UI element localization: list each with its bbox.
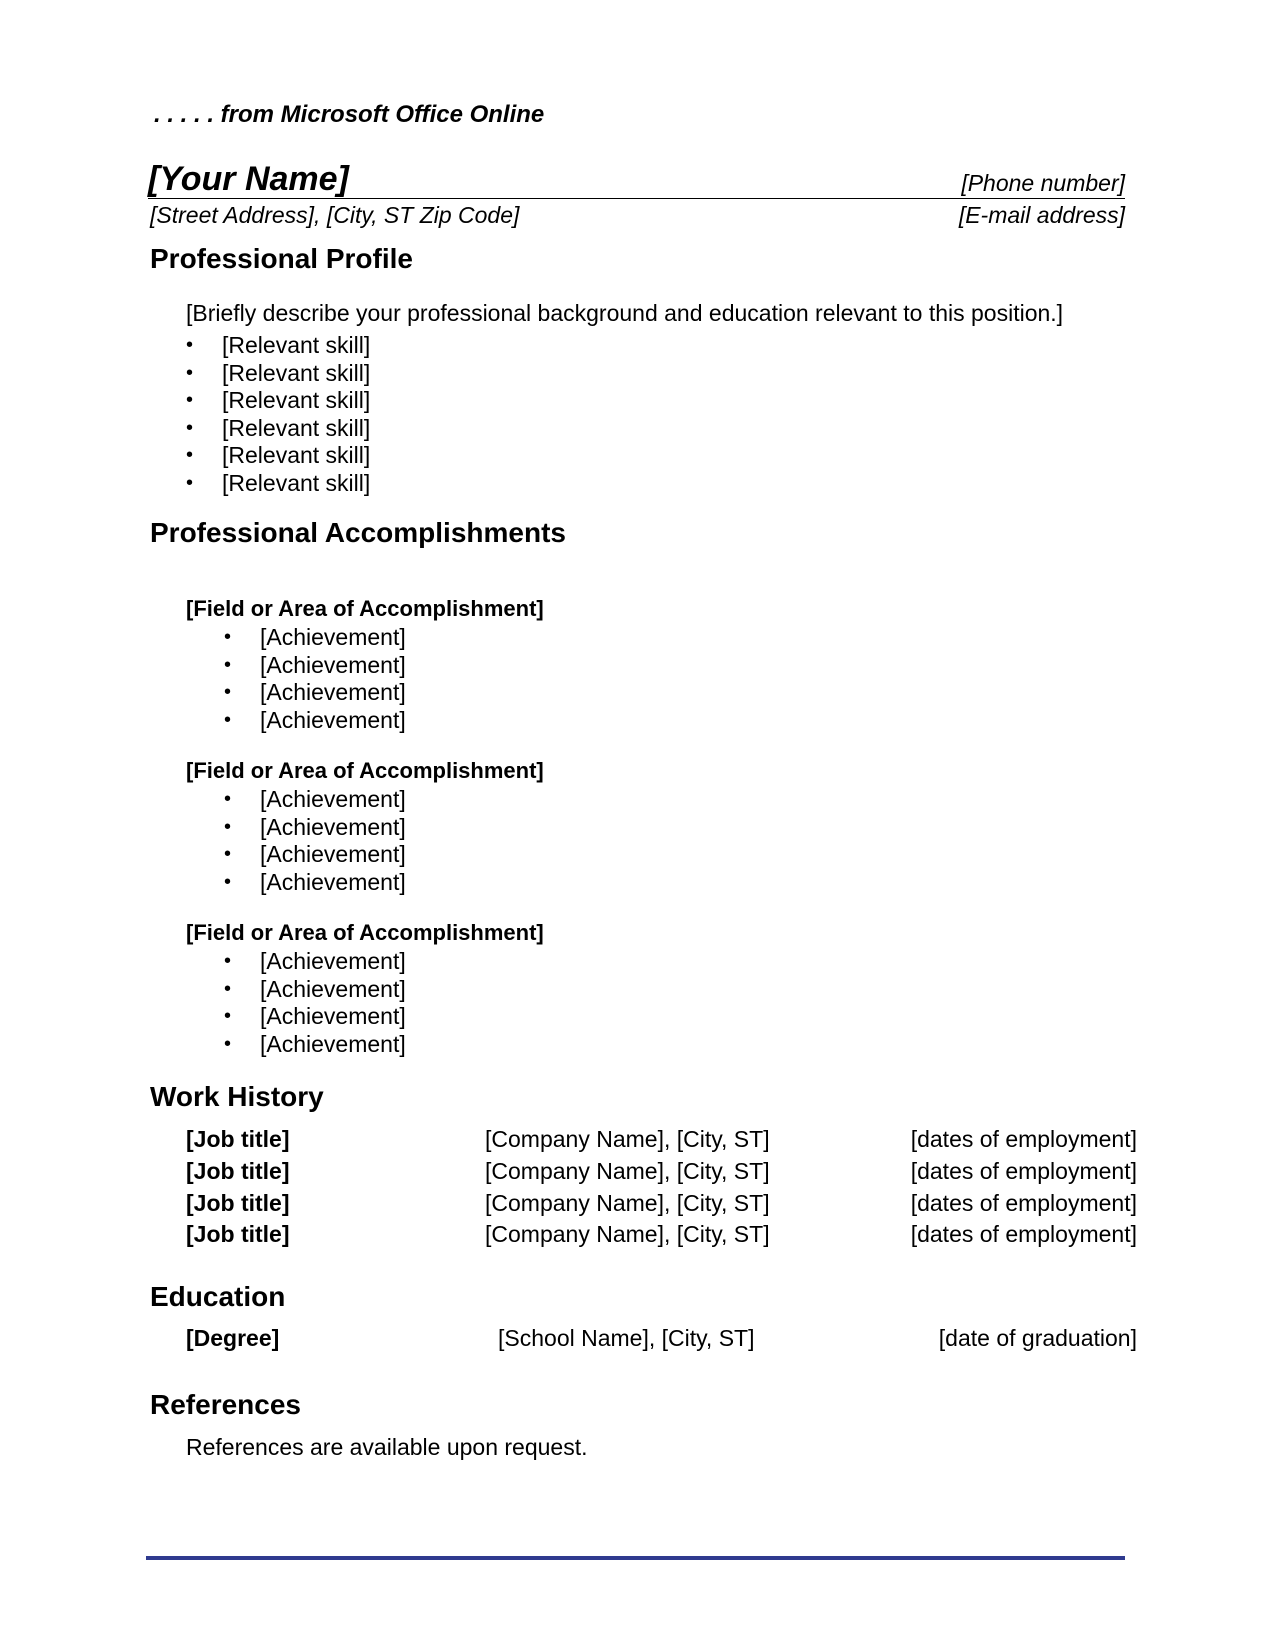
achievement-text: [Achievement] — [260, 706, 406, 733]
bullet-icon: • — [224, 708, 232, 731]
list-item — [186, 976, 406, 1004]
list-item — [186, 786, 406, 814]
achievement-text: [Achievement] — [260, 841, 406, 867]
source-note: . . . . . from Microsoft Office Online — [154, 101, 545, 128]
achievement-text: [Achievement] — [260, 1030, 406, 1057]
company-name: [Company Name], [City, ST] — [485, 1158, 770, 1184]
bullet-icon: • — [186, 471, 194, 494]
list-item — [186, 814, 406, 842]
employment-dates: [dates of employment] — [910, 1221, 1137, 1247]
bullet-icon: • — [224, 626, 232, 648]
list-item — [186, 652, 406, 680]
footer-rule — [146, 1556, 1125, 1560]
employment-dates: [dates of employment] — [910, 1126, 1137, 1152]
list-item — [186, 948, 406, 976]
skill-text: [Relevant skill] — [222, 469, 371, 496]
skill-text: [Relevant skill] — [222, 332, 371, 358]
list-item — [186, 470, 370, 498]
list-item — [186, 1003, 406, 1031]
bullet-icon: • — [186, 389, 194, 411]
bullet-icon: • — [224, 681, 232, 703]
list-item — [186, 869, 406, 897]
achievement-list — [186, 948, 406, 1058]
skills-list — [186, 332, 370, 497]
header-divider — [148, 198, 1125, 199]
applicant-name: [Your Name] — [148, 160, 349, 198]
work-history-heading: Work History — [150, 1081, 324, 1112]
bullet-icon: • — [224, 788, 232, 810]
list-item — [186, 1031, 406, 1059]
achievement-list — [186, 624, 406, 734]
degree: [Degree] — [186, 1325, 280, 1351]
company-name: [Company Name], [City, ST] — [485, 1221, 770, 1247]
list-item — [186, 624, 406, 652]
list-item — [186, 841, 406, 869]
achievement-text: [Achievement] — [260, 868, 406, 895]
bullet-icon: • — [224, 977, 232, 1000]
bullet-icon: • — [224, 1005, 232, 1027]
list-item — [186, 332, 370, 360]
references-text: References are available upon request. — [186, 1434, 588, 1460]
bullet-icon: • — [224, 653, 232, 676]
list-item — [186, 387, 370, 415]
achievement-text: [Achievement] — [260, 679, 406, 705]
accomplishment-field: [Field or Area of Accomplishment] — [186, 596, 544, 621]
achievement-text: [Achievement] — [260, 948, 406, 974]
job-title: [Job title] — [186, 1221, 290, 1247]
phone-number: [Phone number] — [961, 170, 1125, 196]
job-title: [Job title] — [186, 1126, 290, 1152]
achievement-list — [186, 786, 406, 896]
street-address: [Street Address], [City, ST Zip Code] — [150, 202, 520, 228]
company-name: [Company Name], [City, ST] — [485, 1190, 770, 1216]
bullet-icon: • — [186, 361, 194, 384]
bullet-icon: • — [224, 870, 232, 893]
email-address: [E-mail address] — [958, 202, 1125, 228]
achievement-text: [Achievement] — [260, 624, 406, 650]
bullet-icon: • — [224, 950, 232, 972]
skill-text: [Relevant skill] — [222, 387, 371, 413]
employment-dates: [dates of employment] — [910, 1158, 1137, 1184]
bullet-icon: • — [186, 416, 194, 439]
accomplishment-field: [Field or Area of Accomplishment] — [186, 758, 544, 783]
achievement-text: [Achievement] — [260, 813, 406, 840]
achievement-text: [Achievement] — [260, 975, 406, 1002]
accomplishments-heading: Professional Accomplishments — [150, 517, 566, 548]
achievement-text: [Achievement] — [260, 1003, 406, 1029]
references-heading: References — [150, 1389, 301, 1420]
list-item — [186, 360, 370, 388]
bullet-icon: • — [224, 1032, 232, 1055]
bullet-icon: • — [186, 334, 194, 356]
graduation-date: [date of graduation] — [938, 1325, 1137, 1351]
achievement-text: [Achievement] — [260, 651, 406, 678]
skill-text: [Relevant skill] — [222, 442, 371, 468]
employment-dates: [dates of employment] — [910, 1190, 1137, 1216]
school-name: [School Name], [City, ST] — [498, 1325, 755, 1351]
profile-heading: Professional Profile — [150, 243, 413, 274]
skill-text: [Relevant skill] — [222, 414, 371, 441]
job-title: [Job title] — [186, 1190, 290, 1216]
profile-summary: [Briefly describe your professional background and education relevant to this position.] — [186, 300, 1064, 326]
bullet-icon: • — [186, 444, 194, 466]
list-item — [186, 679, 406, 707]
achievement-text: [Achievement] — [260, 786, 406, 812]
list-item — [186, 415, 370, 443]
education-heading: Education — [150, 1281, 286, 1312]
company-name: [Company Name], [City, ST] — [485, 1126, 770, 1152]
skill-text: [Relevant skill] — [222, 359, 371, 386]
bullet-icon: • — [224, 843, 232, 865]
accomplishment-field: [Field or Area of Accomplishment] — [186, 920, 544, 945]
job-title: [Job title] — [186, 1158, 290, 1184]
list-item — [186, 707, 406, 735]
bullet-icon: • — [224, 815, 232, 838]
list-item — [186, 442, 370, 470]
